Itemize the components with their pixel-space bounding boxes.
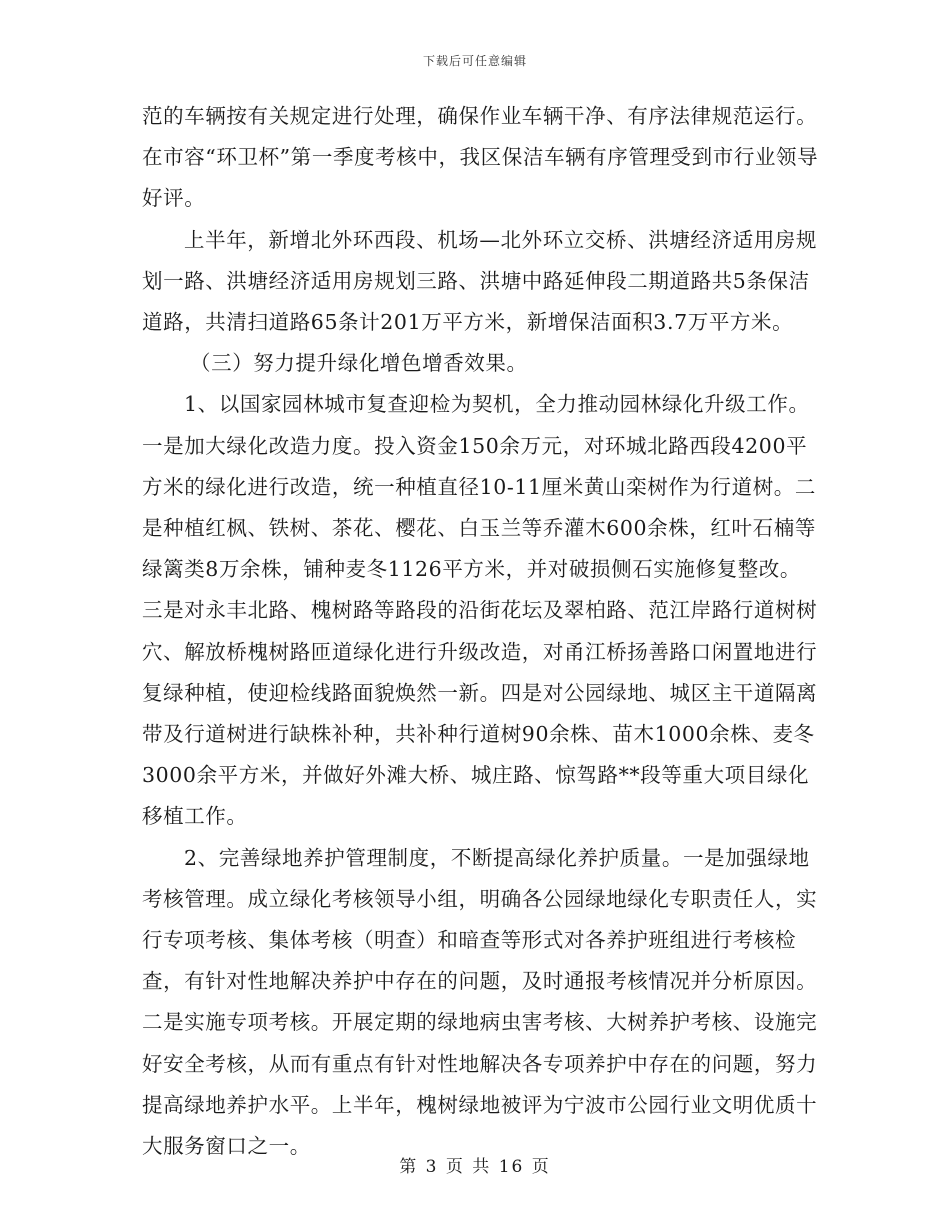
section-heading-greening: （三）努力提升绿化增色增香效果。 [190,351,528,376]
paragraph-continuation: 范的车辆按有关规定进行处理，确保作业车辆干净、有序法律规范运行。在市容“环卫杯”第一季度考核中，我区保洁车辆有序管理受到市行业领导好评。 [142,104,819,211]
paragraph-road-cleaning: 上半年，新增北外环西段、机场—北外环立交桥、洪塘经济适用房规划一路、洪塘经济适用房规划三路、洪塘中路延伸段二期道路共5条保洁道路，共清扫道路65条计201万平方米，新增保洁面积3.7万平方米。 [142,227,817,335]
page-header: 下载后可任意编辑 [422,54,527,68]
paragraph-maintenance-management: 2、完善绿地养护管理制度，不断提高绿化养护质量。一是加强绿地考核管理。成立绿化考核领导小组，明确各公园绿地绿化专职责任人，实行专项考核、集体考核（明查）和暗查等形式对各养护班组进行考核检查，有针对性地解决养护中存在的问题，及时通报考核情况并分析原因。二是实施专项考核。开展定期的绿地病虫害考核、大树养护考核、设施完好安全考核，从而有重点有针对性地解决各专项养护中存在的问题，努力提高绿地养护水平。上半年，槐树绿地被评为宁波市公园行业文明优质十大服务窗口之一。 [142,845,818,1159]
paragraph-greening-upgrade: 1、以国家园林城市复查迎检为契机，全力推动园林绿化升级工作。一是加大绿化改造力度。投入资金150余万元，对环城北路西段4200平方米的绿化进行改造，统一种植直径10-11厘米黄山栾树作为行道树。二是种植红枫、铁树、茶花、樱花、白玉兰等乔灌木600余株，红叶石楠等绿篱类8万余株，铺种麦冬1126平方米，并对破损侧石实施修复整改。三是对永丰北路、槐树路等路段的沿街花坛及翠柏路、范江岸路行道树树穴、解放桥槐树路匝道绿化进行升级改造，对甬江桥扬善路口闲置地进行复绿种植，使迎检线路面貌焕然一新。四是对公园绿地、城区主干道隔离带及行道树进行缺株补种，共补种行道树90余株、苗木1000余株、麦冬3000余平方米，并做好外滩大桥、城庄路、惊驾路**段等重大项目绿化移植工作。 [142,392,818,829]
page-number: 第 3 页 共 16 页 [399,1157,551,1177]
document-body [142,96,822,1167]
